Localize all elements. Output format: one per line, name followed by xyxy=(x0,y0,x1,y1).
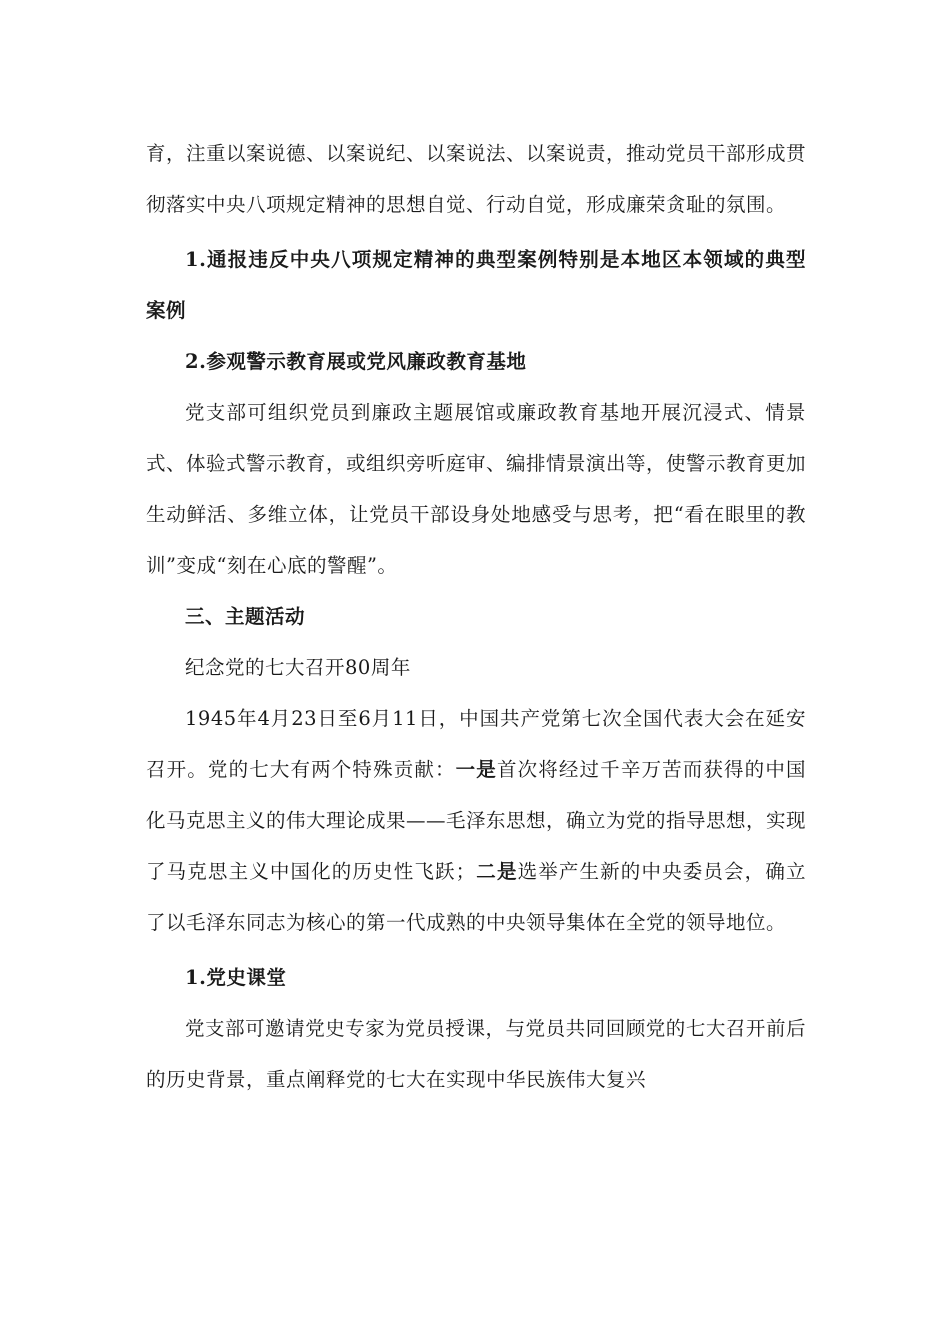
history-paragraph xyxy=(146,693,806,948)
subitem-1-paragraph: 党支部可邀请党史专家为党员授课，与党员共同回顾党的七大召开前后的历史背景，重点阐释党的七大在实现中华民族伟大复兴 xyxy=(146,1017,806,1091)
item-1-heading: 1.通报违反中央八项规定精神的典型案例特别是本地区本领域的典型案例 xyxy=(146,248,806,322)
history-text-part-1: 1945年4月23日至6月11日，中国共产党第七次全国代表大会在延安召开。党的七大有两个特殊贡献： xyxy=(146,707,806,781)
history-text-part-3: 选举产生新的中央委员会，确立了以毛泽东同志为核心的第一代成熟的中央领导集体在全党的领导地位。 xyxy=(146,860,806,934)
section-3-subtitle: 纪念党的七大召开80周年 xyxy=(185,656,411,679)
second-contribution-label: 二是 xyxy=(475,860,518,883)
item-2-paragraph: 党支部可组织党员到廉政主题展馆或廉政教育基地开展沉浸式、情景式、体验式警示教育，或组织旁听庭审、编排情景演出等，使警示教育更加生动鲜活、多维立体，让党员干部设身处地感受与思考，把“看在眼里的教训”变成“刻在心底的警醒”。 xyxy=(146,401,807,577)
document-body xyxy=(146,128,806,1105)
paragraph-continuation: 育，注重以案说德、以案说纪、以案说法、以案说责，推动党员干部形成贯彻落实中央八项规定精神的思想自觉、行动自觉，形成廉荣贪耻的氛围。 xyxy=(146,142,807,216)
first-contribution-label: 一是 xyxy=(455,758,497,781)
section-3-heading: 三、主题活动 xyxy=(185,605,306,628)
history-text-part-2: 首次将经过千辛万苦而获得的中国化马克思主义的伟大理论成果——毛泽东思想，确立为党的指导思想，实现了马克思主义中国化的历史性飞跃； xyxy=(146,758,807,883)
subitem-1-heading: 1.党史课堂 xyxy=(185,966,287,989)
item-2-heading: 2.参观警示教育展或党风廉政教育基地 xyxy=(185,350,527,373)
